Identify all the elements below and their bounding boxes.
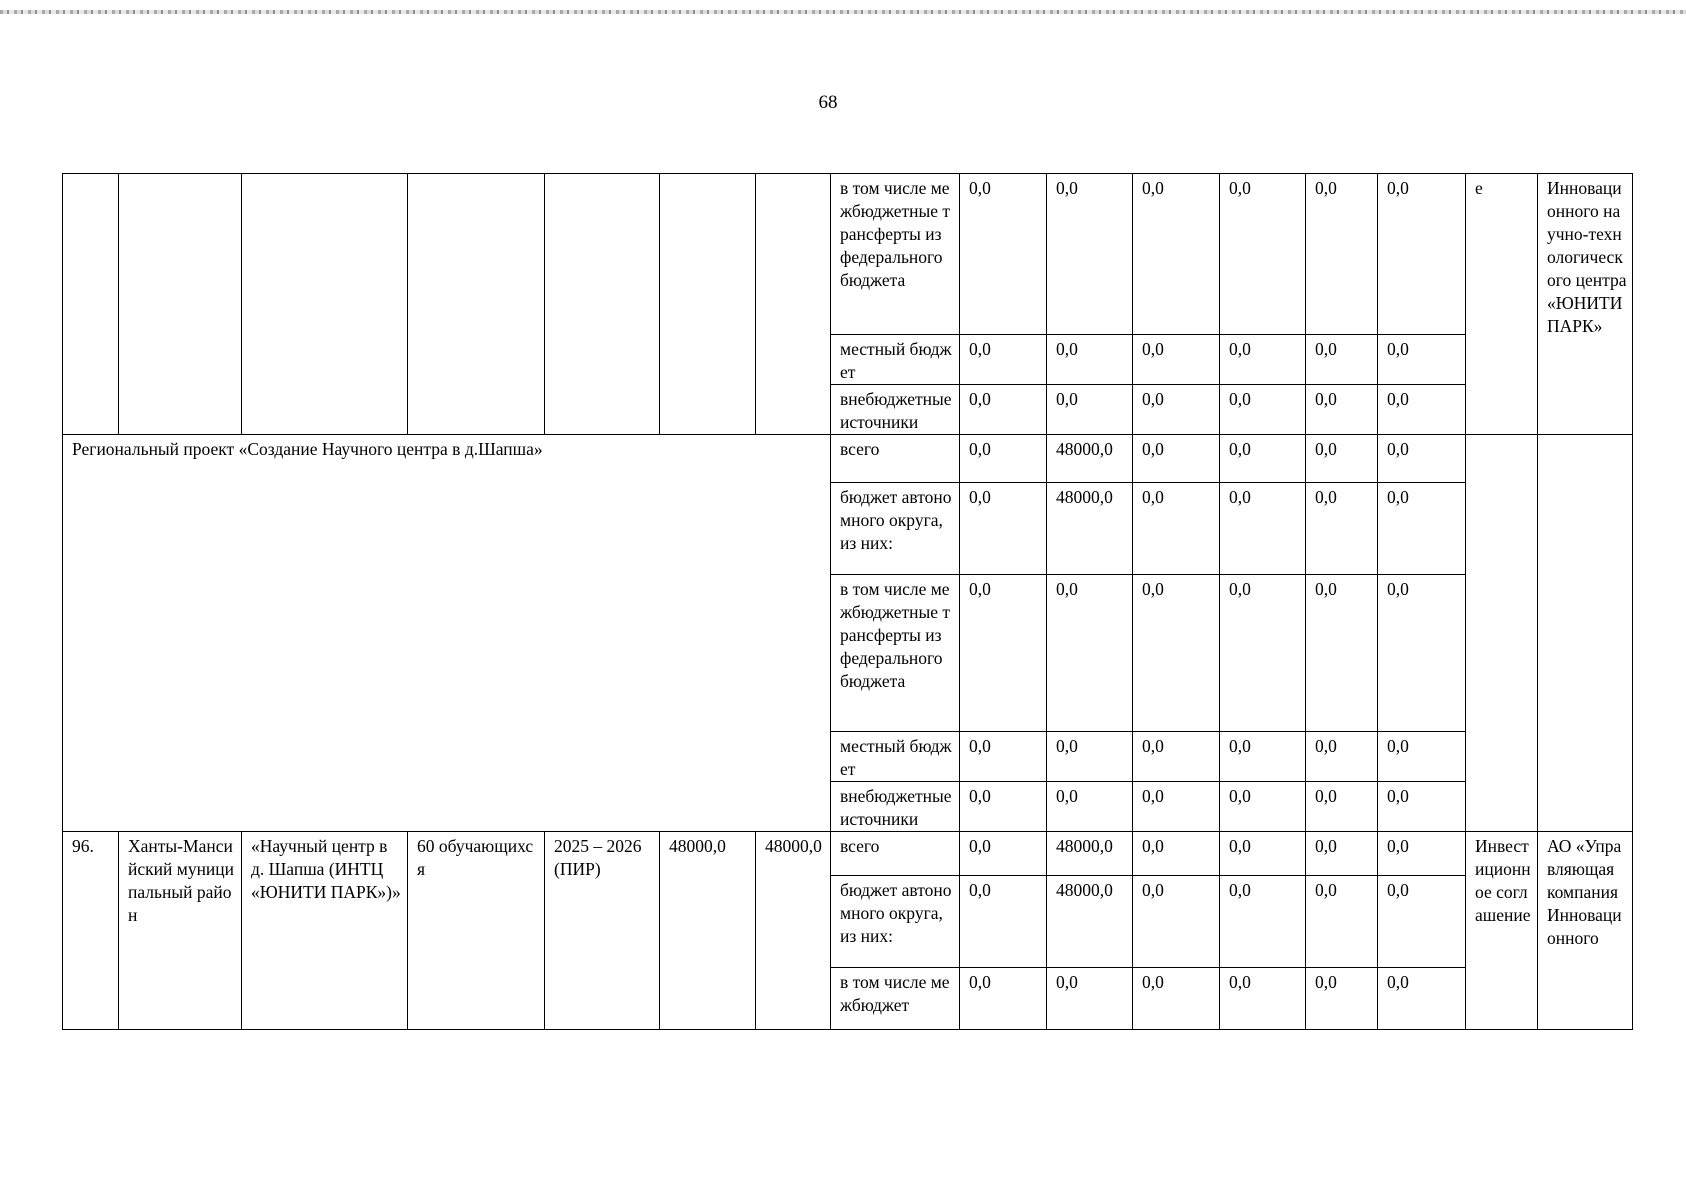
cell-value: 48000,0 bbox=[1047, 876, 1133, 968]
cell-value: 0,0 bbox=[1047, 782, 1133, 832]
cell-capacity bbox=[408, 174, 545, 435]
cell-remaining bbox=[756, 174, 831, 435]
cell-value: 0,0 bbox=[1378, 174, 1466, 335]
cell-value: 0,0 bbox=[1220, 335, 1306, 385]
cell-value: 0,0 bbox=[1047, 174, 1133, 335]
cell-responsible: АО «Управляющая компания Инновационного bbox=[1538, 832, 1633, 1030]
cell-responsible: Инновационного научно-технологического центра «ЮНИТИ ПАРК» bbox=[1538, 174, 1633, 435]
cell-value: 0,0 bbox=[960, 968, 1047, 1030]
cell-value: 0,0 bbox=[1133, 732, 1220, 782]
cell-value: 0,0 bbox=[1220, 968, 1306, 1030]
cell-value: 0,0 bbox=[1047, 335, 1133, 385]
cell-value: 0,0 bbox=[1378, 832, 1466, 876]
cell-source: в том числе межбюджет bbox=[831, 968, 960, 1030]
table-row bbox=[63, 832, 1633, 876]
cell-source: местный бюджет bbox=[831, 335, 960, 385]
cell-agreement: е bbox=[1466, 174, 1538, 435]
scan-edge bbox=[0, 10, 1686, 14]
cell-source: внебюджетные источники bbox=[831, 782, 960, 832]
cell-value: 0,0 bbox=[1133, 435, 1220, 483]
regional-project-title: Региональный проект «Создание Научного центра в д.Шапша» bbox=[63, 435, 831, 832]
cell-value: 0,0 bbox=[1133, 575, 1220, 732]
cell-value: 0,0 bbox=[960, 782, 1047, 832]
cell-value: 0,0 bbox=[1306, 732, 1378, 782]
cell-source: в том числе межбюджетные трансферты из федерального бюджета bbox=[831, 174, 960, 335]
cell-responsible-empty bbox=[1538, 435, 1633, 832]
cell-period: 2025 – 2026 (ПИР) bbox=[545, 832, 660, 1030]
cell-value: 48000,0 bbox=[1047, 483, 1133, 575]
cell-value: 0,0 bbox=[1378, 575, 1466, 732]
cell-value: 0,0 bbox=[1220, 483, 1306, 575]
cell-value: 0,0 bbox=[1306, 483, 1378, 575]
funding-table bbox=[62, 173, 1633, 1030]
cell-value: 0,0 bbox=[960, 483, 1047, 575]
cell-value: 0,0 bbox=[1306, 335, 1378, 385]
cell-cost: 48000,0 bbox=[660, 832, 756, 1030]
cell-value: 0,0 bbox=[1133, 782, 1220, 832]
table-row bbox=[63, 435, 1633, 483]
cell-value: 0,0 bbox=[1306, 782, 1378, 832]
cell-source: бюджет автономного округа, из них: bbox=[831, 876, 960, 968]
cell-source: внебюджетные источники bbox=[831, 385, 960, 435]
cell-value: 0,0 bbox=[1378, 385, 1466, 435]
cell-value: 0,0 bbox=[1220, 385, 1306, 435]
cell-value: 0,0 bbox=[1220, 174, 1306, 335]
cell-value: 0,0 bbox=[1133, 335, 1220, 385]
cell-value: 0,0 bbox=[960, 732, 1047, 782]
cell-value: 0,0 bbox=[1047, 968, 1133, 1030]
cell-value: 0,0 bbox=[1378, 483, 1466, 575]
cell-value: 0,0 bbox=[1220, 732, 1306, 782]
cell-remaining: 48000,0 bbox=[756, 832, 831, 1030]
cell-value: 0,0 bbox=[1378, 782, 1466, 832]
cell-number bbox=[63, 174, 119, 435]
table-row bbox=[63, 174, 1633, 335]
cell-value: 0,0 bbox=[1306, 435, 1378, 483]
cell-value: 0,0 bbox=[1133, 483, 1220, 575]
page-number: 68 bbox=[818, 92, 838, 113]
cell-value: 0,0 bbox=[1306, 575, 1378, 732]
cell-value: 0,0 bbox=[1378, 435, 1466, 483]
cell-value: 0,0 bbox=[1378, 335, 1466, 385]
cell-source: всего bbox=[831, 435, 960, 483]
cell-value: 0,0 bbox=[960, 876, 1047, 968]
cell-value: 0,0 bbox=[1133, 968, 1220, 1030]
cell-value: 0,0 bbox=[1133, 832, 1220, 876]
cell-value: 0,0 bbox=[1306, 876, 1378, 968]
cell-municipality: Ханты-Мансийский муниципальный район bbox=[119, 832, 242, 1030]
cell-value: 0,0 bbox=[1047, 385, 1133, 435]
cell-value: 0,0 bbox=[1220, 832, 1306, 876]
cell-value: 0,0 bbox=[1133, 385, 1220, 435]
cell-value: 0,0 bbox=[1306, 174, 1378, 335]
cell-value: 0,0 bbox=[960, 335, 1047, 385]
cell-value: 0,0 bbox=[1306, 832, 1378, 876]
cell-cost bbox=[660, 174, 756, 435]
cell-value: 0,0 bbox=[1133, 876, 1220, 968]
cell-value: 0,0 bbox=[1378, 876, 1466, 968]
cell-municipality bbox=[119, 174, 242, 435]
cell-capacity: 60 обучающихся bbox=[408, 832, 545, 1030]
cell-value: 0,0 bbox=[1306, 385, 1378, 435]
cell-value: 0,0 bbox=[1306, 968, 1378, 1030]
cell-source: бюджет автономного округа, из них: bbox=[831, 483, 960, 575]
cell-value: 0,0 bbox=[1378, 968, 1466, 1030]
cell-value: 0,0 bbox=[1133, 174, 1220, 335]
cell-value: 0,0 bbox=[1220, 575, 1306, 732]
cell-source: в том числе межбюджетные трансферты из федерального бюджета bbox=[831, 575, 960, 732]
cell-name bbox=[242, 174, 408, 435]
cell-value: 0,0 bbox=[960, 435, 1047, 483]
cell-source: местный бюджет bbox=[831, 732, 960, 782]
cell-value: 0,0 bbox=[1220, 435, 1306, 483]
cell-value: 0,0 bbox=[960, 385, 1047, 435]
cell-value: 0,0 bbox=[960, 575, 1047, 732]
cell-source: всего bbox=[831, 832, 960, 876]
cell-value: 0,0 bbox=[1220, 876, 1306, 968]
cell-value: 0,0 bbox=[960, 832, 1047, 876]
cell-agreement-empty bbox=[1466, 435, 1538, 832]
cell-value: 0,0 bbox=[1378, 732, 1466, 782]
cell-value: 0,0 bbox=[1220, 782, 1306, 832]
cell-period bbox=[545, 174, 660, 435]
cell-value: 48000,0 bbox=[1047, 832, 1133, 876]
cell-value: 0,0 bbox=[960, 174, 1047, 335]
cell-name: «Научный центр в д. Шапша (ИНТЦ «ЮНИТИ ПАРК»)» bbox=[242, 832, 408, 1030]
cell-value: 0,0 bbox=[1047, 575, 1133, 732]
cell-number: 96. bbox=[63, 832, 119, 1030]
cell-value: 48000,0 bbox=[1047, 435, 1133, 483]
cell-value: 0,0 bbox=[1047, 732, 1133, 782]
cell-agreement: Инвестиционное соглашение bbox=[1466, 832, 1538, 1030]
